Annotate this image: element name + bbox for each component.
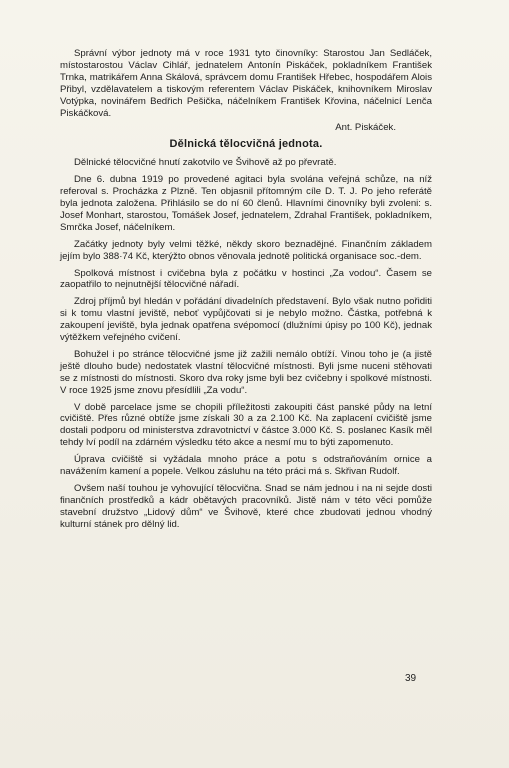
- section-heading: Dělnická tělocvičná jednota.: [169, 138, 323, 151]
- page-text: [60, 48, 432, 536]
- paragraph-4: Spolková místnost i cvičebna byla z počátku v hostinci „Za vodou“. Časem se zaopatřilo to nejnutnější tělocvičné nářadí.: [60, 267, 432, 291]
- paragraph-9: Ovšem naší touhou je vyhovující tělocvična. Snad se nám jednou i na ni sejde dosti finančních prostředků a kádr obětavých pracovníků. Jistě nám v této věci pomůže stavební družstvo „Lidový dům“ ve Švihově, které chce zbudovati jednou vhodný kulturní stánek pro dělný lid.: [60, 483, 432, 530]
- paragraph-8: Úprava cvičiště si vyžádala mnoho práce a potu s odstraňováním ornice a navážením kamení a popele. Velkou zásluhu na této práci má s. Skřivan Rudolf.: [60, 454, 432, 478]
- paragraph-6: Bohužel i po stránce tělocvičné jsme již zažili nemálo obtíží. Vinou toho je (a jistě ještě dlouho bude) nedostatek vlastní tělocvičné místnosti. Byli jsme nuceni stěhovati se z místnosti do místnosti. Skoro dva roky jsme byli bez cvičebny i spolkové místnosti. V roce 1925 jsme znovu přesídlili „Za vodu“.: [60, 348, 432, 396]
- paragraph-7: V době parcelace jsme se chopili příležitosti zakoupiti část panské půdy na letní cvičiště. Přes různé obtíže jsme získali 30 a za 2.100 Kč. Na zaplacení cvičiště jsme dostali podporu od ministerstva zdravotnictví v částce 3.000 Kč. S. poslanec Kasík měl tehdy lví podíl na zdárném výsledku této akce a nesmí mu to býti zapomenuto.: [60, 401, 432, 449]
- paragraph-2: Dne 6. dubna 1919 po provedené agitaci byla svolána veřejná schůze, na níž referoval s. Procházka z Plzně. Ten objasnil přítomným cíle D. T. J. Po jeho referátě byla jednota založena. Přihlásilo se do ní 60 členů. Hlavními činovníky byli zvoleni: s. Josef Monhart, starostou, Tomášek Josef, jednatelem, Zdrahal František, pokladníkem, Smrčka Josef, náčelníkem.: [60, 174, 432, 233]
- paragraph-5: Zdroj příjmů byl hledán v pořádání divadelních představení. Bylo však nutno pořiditi si k tomu vlastní jeviště, neboť vypůjčovati si je nebylo možno. Částka, potřebná k zakoupení jeviště, byla jednak opatřena svépomocí (dlužními úpisy po 100 Kč), jednak výtěžkem veřejného cvičení.: [60, 296, 432, 344]
- page-number: 39: [405, 673, 417, 684]
- paragraph-3: Začátky jednoty byly velmi těžké, někdy skoro beznadějné. Finančním základem jejím bylo 388·74 Kč, kterýžto obnos věnovala jednotě politická organisace soc.-dem.: [60, 238, 432, 262]
- paragraph-board-members: Správní výbor jednoty má v roce 1931 tyto činovníky: Starostou Jan Sedláček, místostarostou Václav Cihlář, jednatelem Antonín Piskáček, pokladníkem František Trnka, matrikářem Anna Skálová, správcem domu František Hřebec, hospodářem Alois Přibyl, vzdělavatelem a tiskovým referentem Václav Piskáček, knihovníkem Miroslav Votýpka, novinářem Bedřich Pešička, náčelníkem František Křovina, náčelnicí Lenča Piskáčková.: [60, 48, 432, 119]
- paragraph-1: Dělnické tělocvičné hnutí zakotvilo ve Švihově až po převratě.: [74, 157, 337, 169]
- signature: Ant. Piskáček.: [335, 122, 396, 134]
